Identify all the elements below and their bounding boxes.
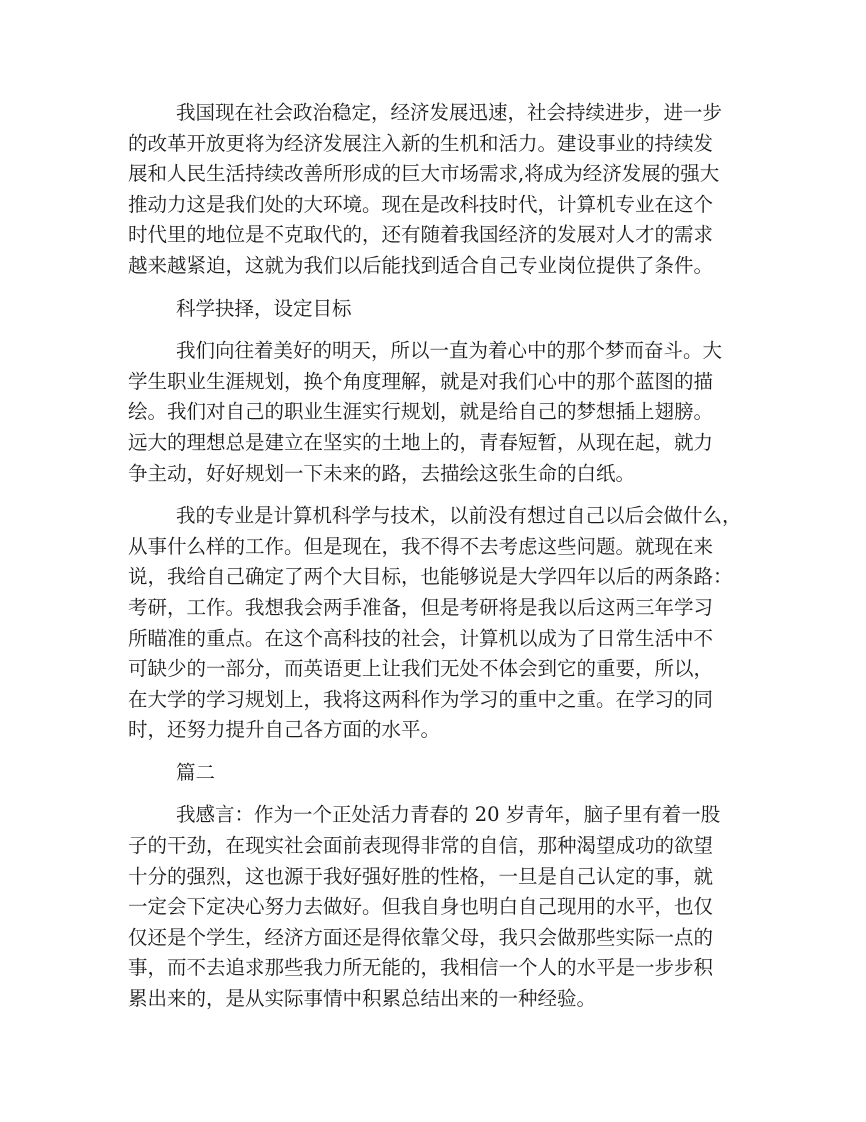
text-line: 我国现在社会政治稳定，经济发展迅速，社会持续进步，进一步 bbox=[176, 101, 723, 124]
text-line: 十分的强烈，这也源于我好强好胜的性格，一旦是自己认定的事，就 bbox=[128, 864, 714, 888]
text-line: 越来越紧迫，这就为我们以后能找到适合自己专业岗位提供了条件。 bbox=[128, 253, 714, 277]
document-body bbox=[128, 98, 754, 1015]
text-line: 展和人民生活持续改善所形成的巨大市场需求,将成为经济发展的强大 bbox=[128, 162, 720, 186]
section-heading bbox=[128, 758, 754, 789]
text-line: 考研，工作。我想我会两手准备，但是考研将是我以后这两三年学习 bbox=[128, 595, 714, 619]
text-line: 我的专业是计算机科学与技术，以前没有想过自己以后会做什么， bbox=[176, 504, 742, 528]
paragraph-self-statement bbox=[128, 800, 754, 1014]
text-line: 绘。我们对自己的职业生涯实行规划，就是给自己的梦想插上翅膀。 bbox=[128, 400, 714, 424]
heading-text: 篇二 bbox=[176, 760, 216, 784]
text-line: 推动力这是我们处的大环境。现在是改科技时代，计算机专业在这个 bbox=[128, 192, 714, 216]
text-line: 说，我给自己确定了两个大目标，也能够说是大学四年以后的两条路： bbox=[128, 565, 733, 589]
text-line: 从事什么样的工作。但是现在，我不得不去考虑这些问题。就现在来 bbox=[128, 534, 714, 558]
text-line: 所瞄准的重点。在这个高科技的社会，计算机以成为了日常生活中不 bbox=[128, 626, 714, 650]
text-line: 争主动，好好规划一下未来的路，去描绘这张生命的白纸。 bbox=[128, 461, 636, 485]
text-line: 我们向往着美好的明天，所以一直为着心中的那个梦而奋斗。大 bbox=[176, 339, 723, 363]
paragraph-dream bbox=[128, 336, 754, 489]
text-line: 时代里的地位是不克取代的，还有随着我国经济的发展对人才的需求 bbox=[128, 223, 714, 247]
text-line: 可缺少的一部分，而英语更上让我们无处不体会到它的重要，所以， bbox=[128, 657, 714, 681]
paragraph-environment bbox=[128, 98, 754, 282]
text-line: 子的干劲，在现实社会面前表现得非常的自信，那种渴望成功的欲望 bbox=[128, 834, 714, 858]
text-line: 累出来的，是从实际事情中积累总结出来的一种经验。 bbox=[128, 987, 597, 1011]
text-line: 事，而不去追求那些我力所无能的，我相信一个人的水平是一步步积 bbox=[128, 956, 714, 980]
text-line: 远大的理想总是建立在坚实的土地上的，青春短暂，从现在起，就力 bbox=[128, 430, 714, 454]
text-line: 的改革开放更将为经济发展注入新的生机和活力。建设事业的持续发 bbox=[128, 131, 714, 155]
text-line: 学生职业生涯规划，换个角度理解，就是对我们心中的那个蓝图的描 bbox=[128, 369, 714, 393]
text-line: 我感言：作为一个正处活力青春的 20 岁青年，脑子里有着一股 bbox=[176, 803, 721, 827]
text-line: 仅还是个学生，经济方面还是得依靠父母，我只会做那些实际一点的 bbox=[128, 925, 714, 949]
heading-text: 科学抉择，设定目标 bbox=[176, 296, 352, 320]
text-line: 时，还努力提升自己各方面的水平。 bbox=[128, 718, 441, 742]
text-line: 在大学的学习规划上，我将这两科作为学习的重中之重。在学习的同 bbox=[128, 687, 714, 711]
section-heading bbox=[128, 294, 754, 325]
paragraph-major bbox=[128, 501, 754, 746]
text-line: 一定会下定决心努力去做好。但我自身也明白自己现用的水平，也仅 bbox=[128, 895, 714, 919]
